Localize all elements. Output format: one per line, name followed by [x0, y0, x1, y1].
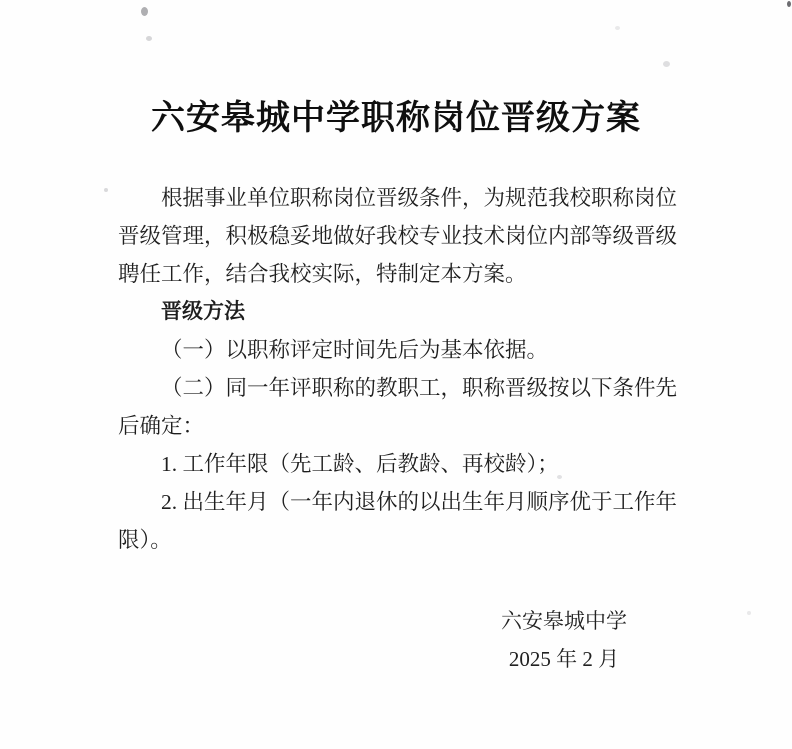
paragraph1-line1: 根据事业单位职称岗位晋级条件，为规范我校职称岗位 — [161, 186, 678, 210]
sub-item-2-line1: 2. 出生年月（一年内退休的以出生年月顺序优于工作年 — [161, 490, 678, 514]
document-title: 六安皋城中学职称岗位晋级方案 — [151, 100, 641, 137]
scan-speck — [615, 26, 620, 30]
document-body — [118, 179, 688, 559]
paragraph1-line3: 聘任工作，结合我校实际，特制定本方案。 — [118, 262, 527, 286]
signature-org: 六安皋城中学 — [501, 609, 627, 633]
scan-speck — [141, 7, 148, 16]
scan-speck — [104, 188, 108, 192]
signature-block — [428, 602, 700, 678]
scan-speck — [747, 611, 751, 615]
paragraph1-line2: 晋级管理，积极稳妥地做好我校专业技术岗位内部等级晋级 — [118, 224, 678, 248]
section-heading: 晋级方法 — [161, 300, 245, 323]
list-item-2-line1: （二）同一年评职称的教职工，职称晋级按以下条件先 — [161, 376, 678, 400]
signature-date: 2025 年 2 月 — [508, 647, 620, 671]
scan-speck — [787, 1, 791, 7]
list-item-2-line2: 后确定： — [118, 414, 205, 438]
sub-item-2-line2: 限）。 — [118, 528, 172, 552]
sub-item-1: 1. 工作年限（先工龄、后教龄、再校龄）； — [161, 452, 559, 476]
list-item-1: （一）以职称评定时间先后为基本依据。 — [161, 338, 549, 362]
scan-speck — [663, 61, 670, 67]
scan-speck — [146, 36, 152, 41]
